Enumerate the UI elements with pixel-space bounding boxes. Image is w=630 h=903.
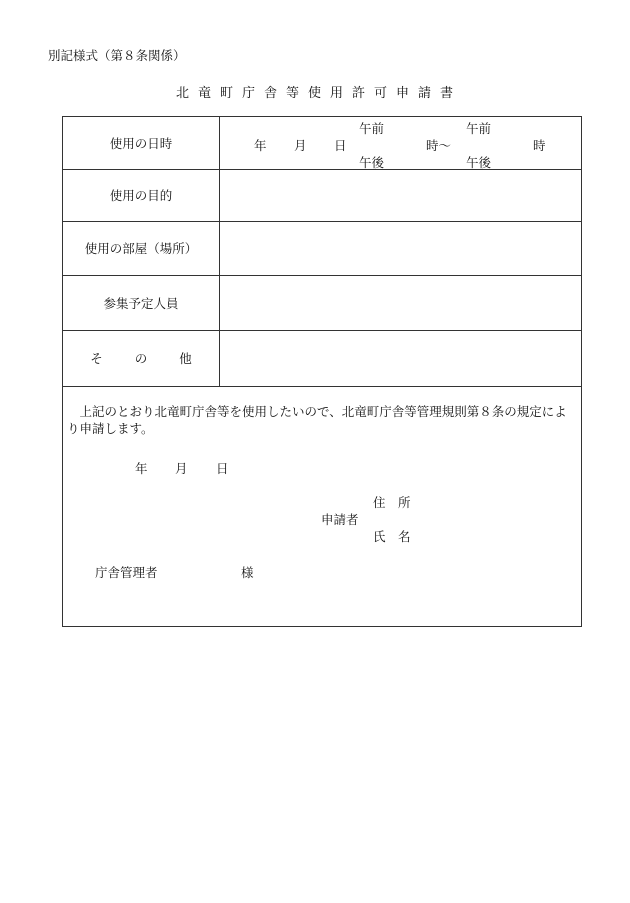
end-pm-option[interactable]: 午後 (466, 155, 492, 170)
other-label (63, 330, 220, 386)
address-label: 住 所 (373, 495, 411, 510)
purpose-label: 使用の目的 (63, 169, 220, 221)
row-datetime (63, 117, 581, 169)
form-table (63, 117, 581, 387)
start-am-option[interactable]: 午前 (359, 121, 385, 136)
row-attendees (63, 275, 581, 330)
application-date-year: 年 (135, 461, 148, 476)
form-reference-note: 別記様式（第８条関係） (48, 48, 186, 63)
row-room (63, 221, 581, 275)
attendees-label: 参集予定人員 (63, 275, 220, 330)
datetime-hour-separator: 時～ (426, 138, 452, 153)
name-label: 氏 名 (373, 529, 411, 544)
application-date-day: 日 (216, 461, 229, 476)
datetime-label: 使用の日時 (63, 117, 220, 169)
datetime-year: 年 (254, 138, 267, 153)
other-field[interactable] (220, 330, 582, 386)
room-field[interactable] (220, 221, 582, 275)
application-date-month: 月 (175, 461, 188, 476)
datetime-field[interactable] (220, 117, 582, 169)
document-title: 北竜町庁舎等使用許可申請書 (175, 86, 462, 101)
other-label-text: そ の 他 (90, 351, 206, 366)
application-statement: 上記のとおり北竜町庁舎等を使用したいので、北竜町庁舎等管理規則第８条の規定により申請します。 (67, 404, 567, 436)
room-label: 使用の部屋（場所） (63, 221, 220, 275)
row-purpose (63, 169, 581, 221)
application-form (62, 116, 582, 627)
row-other (63, 330, 581, 386)
datetime-hour-end: 時 (533, 138, 546, 153)
application-statement-area (63, 387, 581, 627)
purpose-field[interactable] (220, 169, 582, 221)
attendees-field[interactable] (220, 275, 582, 330)
datetime-day: 日 (334, 138, 347, 153)
start-pm-option[interactable]: 午後 (359, 155, 385, 170)
addressee-label: 庁舎管理者 (95, 565, 158, 580)
addressee-honorific: 様 (241, 565, 254, 580)
applicant-label: 申請者 (321, 512, 359, 527)
datetime-month: 月 (294, 138, 307, 153)
end-am-option[interactable]: 午前 (466, 121, 492, 136)
